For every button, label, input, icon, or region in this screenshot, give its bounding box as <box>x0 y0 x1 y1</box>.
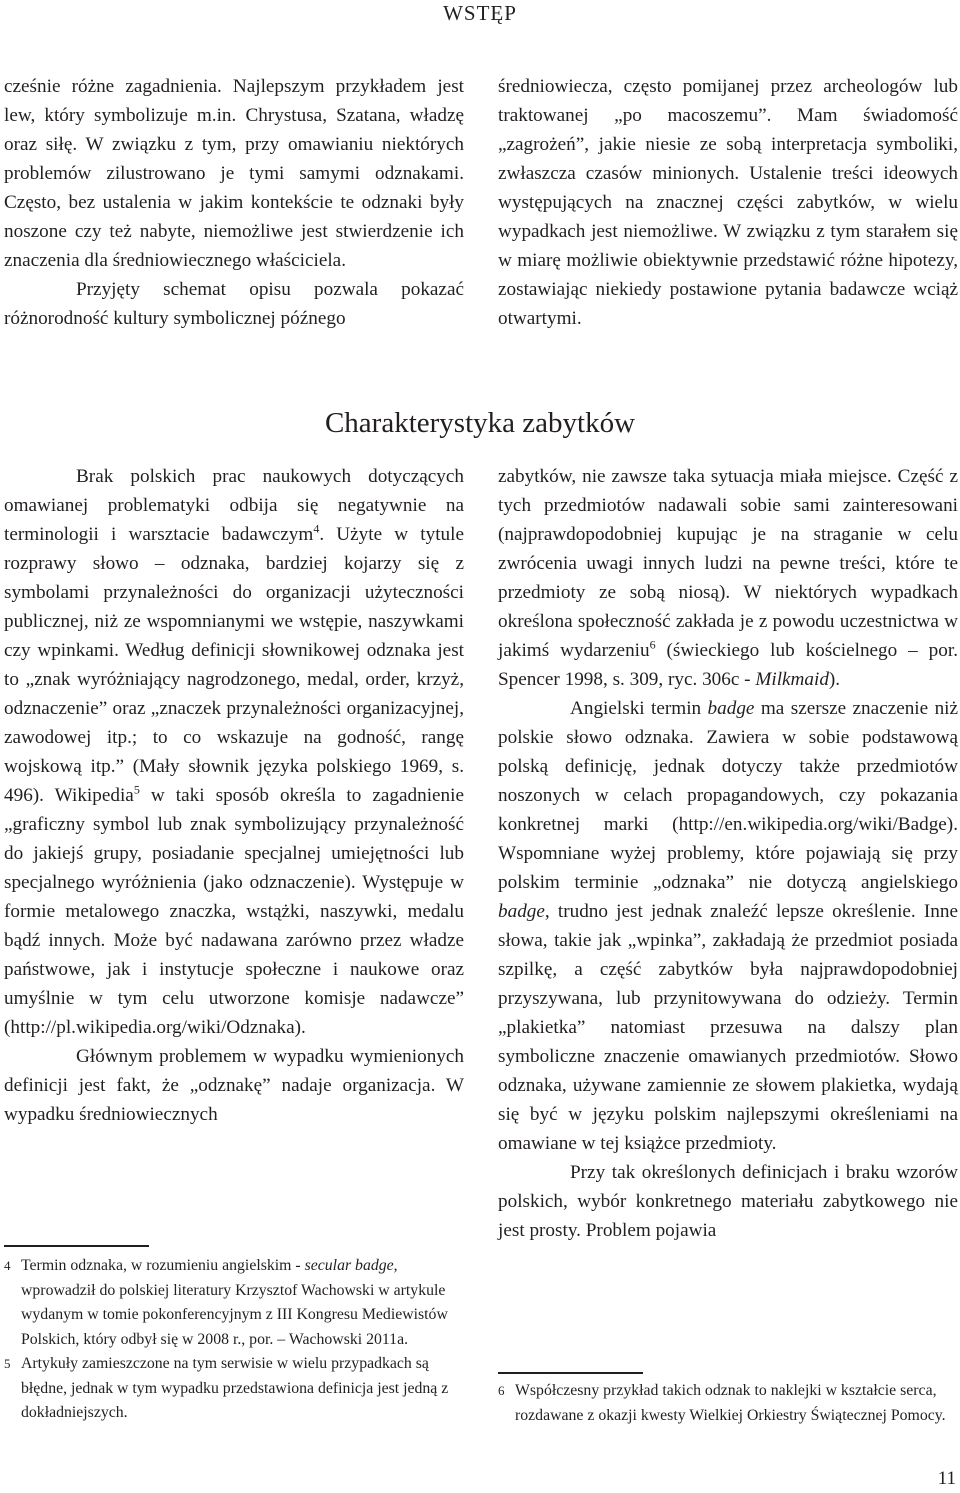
footnote-4 <box>4 1254 464 1352</box>
text-span: Współczesny przykład takich odznak to naklejki w kształcie serca, rozdawane z okazji kwesty Wielkiej Orkiestry Świątecznej Pomocy. <box>515 1382 946 1424</box>
text-span: , wprowadził do polskiej literatury Krzysztof Wachowski w artykule wydanym w tomie pokonferencyjnym z III Kongresu Mediewistów Polskich, który odbył się w 2008 r., por. – Wachowski 2011a. <box>21 1257 448 1348</box>
footnotes-right <box>498 1379 958 1428</box>
section-column-right <box>498 462 958 1245</box>
footnote-6 <box>498 1379 958 1428</box>
text-span: Angielski termin <box>570 698 708 719</box>
intro-paragraph-3: średniowiecza, często pomijanej przez archeologów lub traktowanej „po macoszemu”. Mam świadomość „zagrożeń”, jakie niesie ze sobą interpretacja symboliki, zwłaszcza czasów minionych. Ustalenie treści ideowych występujących na znacznej części zabytków, w wielu wypadkach jest niemożliwe. W związku z tym starałem się w miarę możliwie obiektywnie przedstawić różne hipotezy, zostawiając niekiedy postawione pytania badawcze wciąż otwartymi. <box>498 76 958 329</box>
footnote-divider-left <box>4 1245 149 1247</box>
text-span: Termin odznaka, w rozumieniu angielskim - <box>21 1257 305 1274</box>
footnote-mark-6[interactable]: 6 <box>649 637 656 652</box>
footnote-number: 4 <box>4 1258 11 1273</box>
intro-column-left <box>4 72 464 333</box>
italic-term: badge <box>498 901 545 922</box>
text-span: w taki sposób określa to zagadnienie „graficzny symbol lub znak symbolizujący przynależność do jakiejś grupy, posiadanie specjalnej umiejętności lub specjalnego wyróżnienia (jako odznaczenie). Występuje w formie metalowego znaczka, wstążki, naszywki, medalu bądź innych. Może być nadawana zarówno przez władze państwowe, jak i instytucje społeczne i naukowe oraz umyślnie w tym celu utworzone komisje nadawcze” (http://pl.wikipedia.org/wiki/Odznaka). <box>4 785 464 1038</box>
footnote-divider-right <box>498 1372 643 1374</box>
italic-term: secular badge <box>304 1257 394 1274</box>
intro-paragraph-2: Przyjęty schemat opisu pozwala pokazać różnorodność kultury symbolicznej późnego <box>4 279 464 329</box>
section-paragraph-2: Głównym problemem w wypadku wymienionych definicji jest fakt, że „odznakę” nadaje organizacja. W wypadku średniowiecznych <box>4 1046 464 1125</box>
section-column-left <box>4 462 464 1129</box>
footnote-number: 5 <box>4 1356 11 1371</box>
page-number: 11 <box>937 1468 956 1489</box>
text-span: , trudno jest jednak znaleźć lepsze określenie. Inne słowa, takie jak „wpinka”, zakładają że przedmiot posiada szpilkę, a część zabytków była najprawdopodobniej przyszywana, lub przynitowywana do odzieży. Termin „plakietka” natomiast przesuwa na dalszy plan symboliczne znaczenie omawianych przedmiotów. Słowo odznaka, używane zamiennie ze słowem plakietka, wydają się być w języku polskim najlepszymi określeniami na omawiane w tej książce przedmioty. <box>498 901 958 1154</box>
section-paragraph-3 <box>498 462 958 694</box>
footnote-mark-4[interactable]: 4 <box>313 521 320 536</box>
text-span: zabytków, nie zawsze taka sytuacja miała miejsce. Część z tych przedmiotów nadawali sobie sami zainteresowani (najprawdopodobniej kupując je na straganie w celu zwrócenia uwagi innych ludzi na pewne treści, które te przedmioty ze sobą niosą). W niektórych wypadkach określona społeczność zakłada je z powodu uczestnictwa w jakimś wydarzeniu <box>498 466 958 661</box>
footnote-number: 6 <box>498 1383 505 1398</box>
footnote-mark-5[interactable]: 5 <box>133 782 140 797</box>
footnote-5 <box>4 1352 464 1426</box>
section-paragraph-4 <box>498 694 958 1158</box>
text-span: ma szersze znaczenie niż polskie słowo odznaka. Zawiera w sobie podstawową polską definicję, jednak dotyczy także przedmiotów noszonych w celach propagandowych, czy pokazania konkretnej marki (http://en.wikipedia.org/wiki/Badge). Wspomniane wyżej problemy, które pojawiają się przy polskim terminie „odznaka” nie dotyczą angielskiego <box>498 698 959 893</box>
section-paragraph-5: Przy tak określonych definicjach i braku wzorów polskich, wybór konkretnego materiału zabytkowego nie jest prosty. Problem pojawia <box>498 1162 958 1241</box>
italic-term: badge <box>707 698 755 719</box>
footnotes-left <box>4 1254 464 1426</box>
italic-term: Milkmaid <box>755 669 829 690</box>
intro-column-right <box>498 72 958 333</box>
text-span: Artykuły zamieszczone na tym serwisie w wielu przypadkach są błędne, jednak w tym wypadku przedstawiona definicja jest jedną z dokładniejszych. <box>21 1355 449 1421</box>
text-span: (świeckiego lub kościelnego – por. Spencer 1998, s. 309, ryc. 306c - <box>498 640 958 690</box>
running-header: WSTĘP <box>443 1 517 25</box>
intro-paragraph-1: cześnie różne zagadnienia. Najlepszym przykładem jest lew, który symbolizuje m.in. Chrystusa, Szatana, władzę oraz siłę. W związku z tym, przy omawianiu niektórych problemów zilustrowano je tymi samymi odznakami. Często, bez ustalenia w jakim kontekście te odznaki były noszone czy też nabyte, niemożliwe jest stwierdzenie ich znaczenia dla średniowiecznego właściciela. <box>4 76 464 271</box>
text-span: ). <box>828 669 841 690</box>
section-title: Charakterystyka zabytków <box>324 407 636 439</box>
section-paragraph-1 <box>4 462 464 1042</box>
text-span: Brak polskich prac naukowych dotyczących omawianej problematyki odbija się negatywnie na terminologii i warsztacie badawczym <box>4 466 464 545</box>
text-span: . Użyte w tytule rozprawy słowo – odznaka, bardziej kojarzy się z symbolami przynależności do organizacji użyteczności publicznej, niż ze wspomnianymi we wstępie, naszywkami czy wpinkami. Według definicji słownikowej odznaka jest to „znak wyróżniający nagrodzonego, medal, order, krzyż, odznaczenie” oraz „znaczek przynależności organizacyjnej, zawodowej itp.; to co wskazuje na godność, rangę wojskową itp.” (Mały słownik języka polskiego 1969, s. 496). Wikipedia <box>4 524 464 806</box>
